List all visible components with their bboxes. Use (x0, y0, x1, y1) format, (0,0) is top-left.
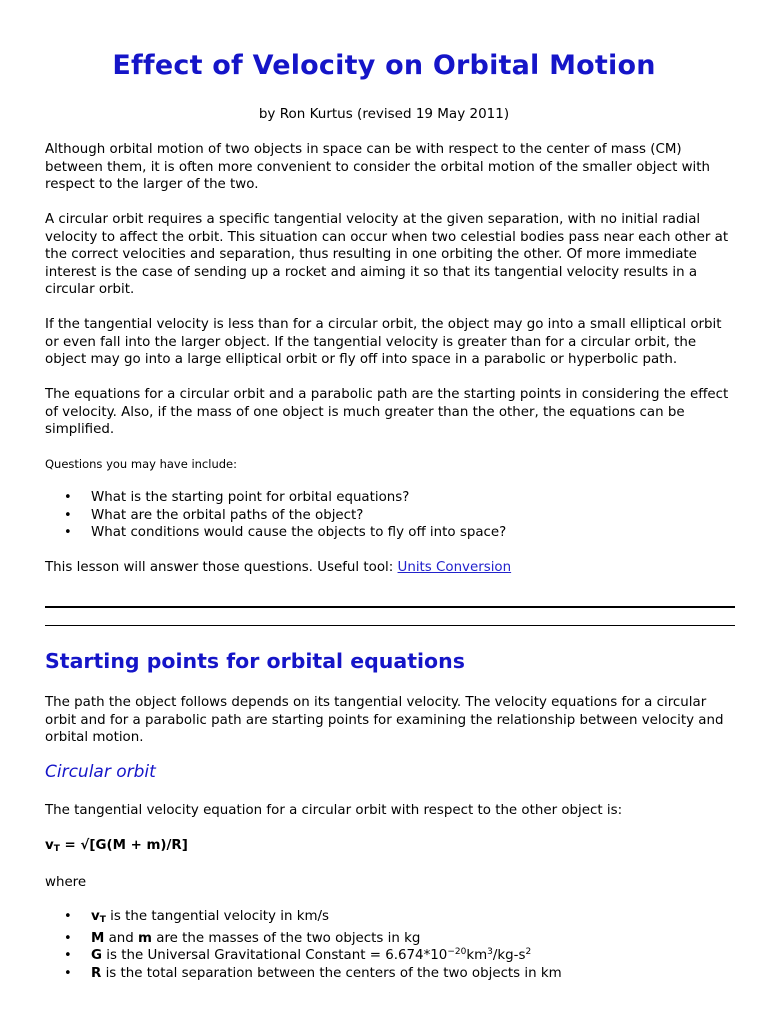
bullet-icon: • (64, 507, 72, 523)
page-title: Effect of Velocity on Orbital Motion (112, 50, 656, 81)
list-item: • $v_T$ is the tangential velocity in km/s (64, 909, 329, 925)
intro-paragraph-4: The equations for a circular orbit and a parabolic path are the starting points in considering the effect of velocity. Also, if the mass of one object is much greater than the other, the equations can be simplified. (45, 387, 729, 438)
lesson-line: This lesson will answer those questions. Useful tool: Units Conversion (45, 560, 512, 575)
list-item: • G is the Universal Gravitational Constant = $6.674*10^{-20}km^3/kg-s^2$ (64, 947, 532, 964)
intro-paragraph-3: If the tangential velocity is less than for a circular orbit, the object may go into a small elliptical orbit or even fall into the larger object. If the tangential velocity is greater than for a circular orbit, the object may go into a large elliptical orbit or fly off into space in a parabolic or hyperbolic path. (45, 317, 722, 368)
byline: by Ron Kurtus (revised 19 May 2011) (258, 106, 510, 122)
bullet-icon: • (64, 948, 72, 964)
questions-label: Questions you may have include: (45, 457, 237, 471)
bullet-icon: • (64, 909, 72, 924)
list-item: • R is the total separation between the centers of the two objects in km (64, 965, 562, 981)
divider-thick (45, 606, 735, 608)
list-item: • What conditions would cause the objects to fly off into space? (64, 525, 507, 541)
list-item: • What is the starting point for orbital equations? (64, 490, 410, 505)
subsection-heading: Circular orbit (45, 762, 156, 782)
list-item: • What are the orbital paths of the object? (64, 507, 364, 523)
section-paragraph-2: The tangential velocity equation for a circular orbit with respect to the other object is: (45, 803, 623, 818)
divider-thin (45, 625, 735, 626)
list-item: • M and m are the masses of the two objects in kg (64, 930, 421, 946)
section-paragraph-1: The path the object follows depends on its tangential velocity. The velocity equations for a circular orbit and for a parabolic path are starting points for examining the relationship between velocity and orbital motion. (45, 695, 724, 746)
definitions-list (45, 908, 735, 982)
bullet-icon: • (64, 490, 72, 505)
velocity-equation: $v_T = √[G(M + m)/R]$ (45, 838, 188, 854)
intro-paragraph-2: A circular orbit requires a specific tangential velocity at the given separation, with no initial radial velocity to affect the orbit. This situation can occur when two celestial bodies pass near each other at the correct velocities and separation, thus resulting in one orbiting the other. Of more immediate interest is the case of sending up a rocket and aiming it so that its tangential velocity results in a circular orbit. (45, 212, 729, 298)
intro-paragraph-1: Although orbital motion of two objects in space can be with respect to the center of mass (CM) between them, it is often more convenient to consider the orbital motion of the smaller object with respect to the larger of the two. (45, 142, 711, 193)
bullet-icon: • (64, 930, 72, 946)
units-conversion-link[interactable]: Units Conversion (397, 560, 512, 575)
bullet-icon: • (64, 525, 72, 541)
bullet-icon: • (64, 965, 72, 981)
questions-list (45, 489, 735, 542)
where-label: where (45, 875, 87, 890)
section-heading: Starting points for orbital equations (45, 649, 465, 673)
